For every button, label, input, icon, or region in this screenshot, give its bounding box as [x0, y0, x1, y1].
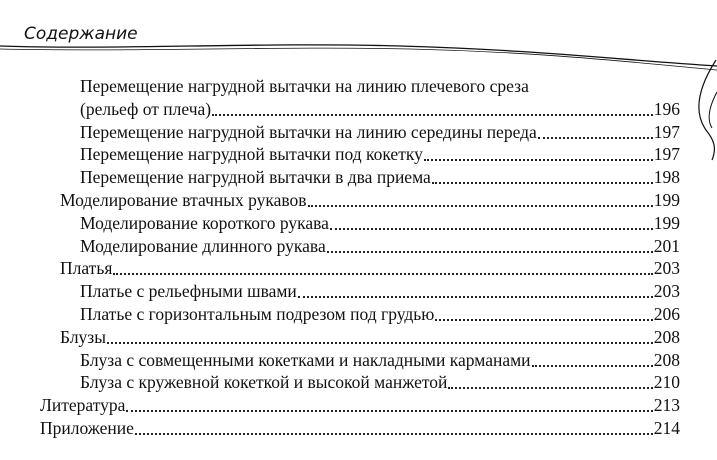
dot-leader: [448, 386, 652, 389]
dot-leader: [113, 272, 652, 275]
dot-leader: [327, 250, 653, 253]
toc-entry[interactable]: [80, 235, 680, 257]
toc-entry[interactable]: [80, 98, 680, 120]
toc-entry-page-number: 208: [653, 326, 680, 347]
dot-leader: [308, 204, 653, 207]
toc-entry-title: (рельеф от плеча): [80, 98, 212, 119]
toc-entry[interactable]: [80, 166, 680, 188]
toc-entry-page-number: 197: [653, 121, 680, 142]
dot-leader: [107, 341, 653, 344]
toc-entry[interactable]: [40, 417, 680, 439]
pen-flourish-icon: [699, 60, 716, 160]
section-header: Содержание: [24, 24, 138, 44]
toc-entry-title: Блуза с кружевной кокеткой и высокой манжетой: [80, 372, 448, 393]
toc-entry-page-number: 199: [653, 190, 680, 210]
dot-leader: [135, 432, 653, 435]
dot-leader: [424, 158, 653, 161]
toc-entry[interactable]: [60, 189, 680, 211]
toc-entry-title: Моделирование длинного рукава: [80, 235, 326, 256]
toc-entry[interactable]: [80, 303, 680, 325]
toc-entry[interactable]: [60, 326, 680, 348]
toc-entry-page-number: 201: [653, 235, 680, 256]
toc-entry-page-number: 197: [653, 144, 680, 165]
toc-entry-title: Перемещение нагрудной вытачки на линию плечевого среза: [80, 76, 529, 96]
dot-leader: [330, 227, 653, 230]
toc-entry-title: Перемещение нагрудной вытачки под кокетку: [80, 144, 423, 165]
toc-entry-page-number: 213: [653, 395, 680, 416]
toc-entry-title: Перемещение нагрудной вытачки в два приема: [80, 167, 431, 188]
toc-entry-title: Блузы: [60, 326, 106, 347]
toc-entry-title: Литература: [40, 395, 126, 416]
toc-entry[interactable]: [80, 75, 680, 97]
dot-leader: [298, 295, 653, 298]
dot-leader: [435, 318, 652, 321]
toc-entry[interactable]: [80, 371, 680, 393]
toc-entry-title: Перемещение нагрудной вытачки на линию середины переда: [80, 121, 537, 142]
toc-entry-page-number: 214: [653, 418, 680, 438]
toc-entry-title: Моделирование втачных рукавов: [60, 190, 307, 210]
dot-leader: [432, 181, 653, 184]
toc-entry-title: Платье с рельефными швами: [80, 281, 297, 302]
toc-entry[interactable]: [80, 349, 680, 371]
toc-entry[interactable]: [80, 212, 680, 234]
dot-leader: [538, 136, 653, 139]
toc-entry-page-number: 196: [653, 98, 680, 119]
toc-entry-title: Платья: [60, 258, 113, 279]
toc-entry-page-number: 206: [653, 304, 680, 324]
toc-entry-title: Платье с горизонтальным подрезом под грудью: [80, 304, 435, 324]
toc-entry-title: Блуза с совмещенными кокетками и накладными карманами: [80, 349, 531, 370]
toc-entry[interactable]: [80, 121, 680, 143]
dot-leader: [126, 409, 652, 412]
toc-entry-page-number: 199: [653, 212, 680, 233]
toc-entry-page-number: 203: [653, 258, 680, 279]
toc-entry-page-number: 198: [653, 167, 680, 188]
toc-entry[interactable]: [80, 280, 680, 302]
toc-entry-page-number: 203: [653, 281, 680, 302]
toc-entry[interactable]: [80, 143, 680, 165]
dot-leader: [532, 364, 653, 367]
toc-entry-page-number: 210: [653, 372, 680, 393]
toc-entry-title: Моделирование короткого рукава: [80, 212, 329, 233]
dot-leader: [212, 113, 653, 116]
toc-entry-title: Приложение: [40, 418, 134, 438]
toc-entry-page-number: 208: [653, 349, 680, 370]
toc-entry[interactable]: [60, 257, 680, 279]
toc-entry[interactable]: [40, 394, 680, 416]
